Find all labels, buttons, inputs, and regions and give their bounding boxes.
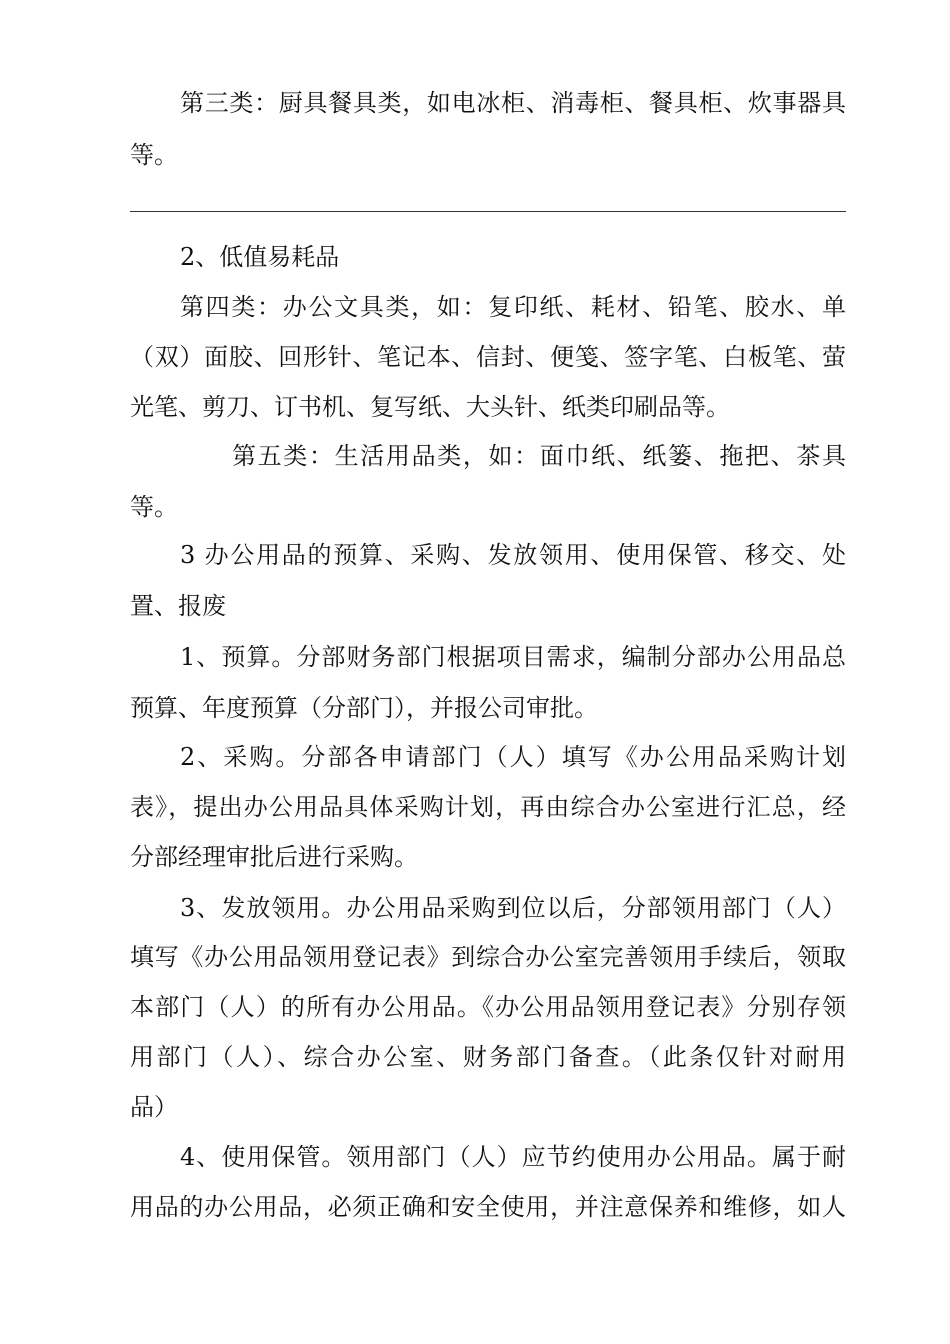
text-line: 本部门（人）的所有办公用品。《办公用品领用登记表》分别存领 [130, 993, 846, 1021]
text-line: 品） [130, 1093, 178, 1121]
horizontal-divider [130, 211, 846, 212]
text-line: 等。 [130, 493, 178, 521]
text-line: 3 办公用品的预算、采购、发放领用、使用保管、移交、处 [180, 541, 846, 569]
text-line: 第三类：厨具餐具类，如电冰柜、消毒柜、餐具柜、炊事器具 [180, 89, 846, 117]
text-line: 第四类：办公文具类，如：复印纸、耗材、铅笔、胶水、单 [180, 293, 846, 321]
text-line: 置、报废 [130, 592, 226, 620]
text-line: 2、采购。分部各申请部门（人）填写《办公用品采购计划 [180, 743, 846, 771]
text-line: 预算、年度预算（分部门），并报公司审批。 [130, 694, 598, 722]
text-line: 4、使用保管。领用部门（人）应节约使用办公用品。属于耐 [180, 1143, 846, 1171]
text-line: 3、发放领用。办公用品采购到位以后，分部领用部门（人） [180, 894, 846, 922]
text-line: 分部经理审批后进行采购。 [130, 843, 418, 871]
text-line: 填写《办公用品领用登记表》到综合办公室完善领用手续后，领取 [130, 943, 846, 971]
text-line: 用品的办公用品，必须正确和安全使用，并注意保养和维修，如人 [130, 1193, 846, 1221]
text-line: （双）面胶、回形针、笔记本、信封、便笺、签字笔、白板笔、萤 [130, 343, 846, 371]
text-line: 等。 [130, 141, 178, 169]
text-line: 第五类：生活用品类，如：面巾纸、纸篓、拖把、茶具 [232, 442, 846, 470]
text-line: 2、低值易耗品 [180, 243, 340, 271]
text-line: 用部门（人）、综合办公室、财务部门备查。（此条仅针对耐用 [130, 1043, 846, 1071]
text-line: 1、预算。分部财务部门根据项目需求，编制分部办公用品总 [180, 643, 846, 671]
text-line: 表》，提出办公用品具体采购计划，再由综合办公室进行汇总，经 [130, 793, 846, 821]
text-line: 光笔、剪刀、订书机、复写纸、大头针、纸类印刷品等。 [130, 393, 730, 421]
